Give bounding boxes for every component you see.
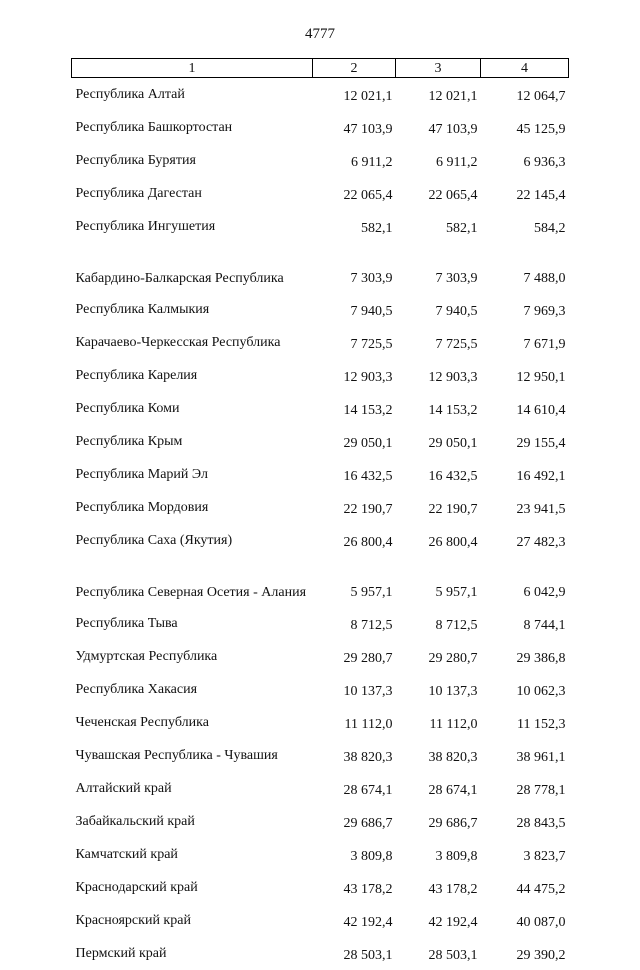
table-row — [72, 111, 569, 144]
table-row — [72, 458, 569, 491]
value-col-3: 42 192,4 — [396, 904, 481, 937]
table-row — [72, 293, 569, 326]
value-col-3: 7 303,9 — [396, 243, 481, 293]
value-col-2: 5 957,1 — [313, 557, 396, 607]
region-name: Республика Ингушетия — [72, 210, 313, 243]
table-row — [72, 937, 569, 970]
value-col-3: 11 112,0 — [396, 706, 481, 739]
region-name: Карачаево-Черкесская Республика — [72, 326, 313, 359]
value-col-4: 7 671,9 — [481, 326, 569, 359]
value-col-2: 582,1 — [313, 210, 396, 243]
table-header — [72, 59, 569, 78]
column-header-3: 3 — [396, 59, 481, 78]
region-name: Республика Тыва — [72, 607, 313, 640]
value-col-3: 3 809,8 — [396, 838, 481, 871]
value-col-2: 42 192,4 — [313, 904, 396, 937]
value-col-4: 29 386,8 — [481, 640, 569, 673]
value-col-3: 14 153,2 — [396, 392, 481, 425]
value-col-4: 10 062,3 — [481, 673, 569, 706]
table-row — [72, 177, 569, 210]
value-col-2: 14 153,2 — [313, 392, 396, 425]
region-name: Чеченская Республика — [72, 706, 313, 739]
value-col-2: 43 178,2 — [313, 871, 396, 904]
table-row — [72, 425, 569, 458]
value-col-4: 27 482,3 — [481, 524, 569, 557]
region-name: Республика Северная Осетия - Алания — [72, 557, 313, 607]
value-col-4: 16 492,1 — [481, 458, 569, 491]
value-col-2: 22 190,7 — [313, 491, 396, 524]
regions-table — [71, 58, 569, 970]
value-col-4: 23 941,5 — [481, 491, 569, 524]
value-col-4: 6 936,3 — [481, 144, 569, 177]
table-row — [72, 871, 569, 904]
value-col-2: 29 050,1 — [313, 425, 396, 458]
value-col-2: 7 303,9 — [313, 243, 396, 293]
region-name: Республика Саха (Якутия) — [72, 524, 313, 557]
region-name: Камчатский край — [72, 838, 313, 871]
table-row — [72, 673, 569, 706]
table-row — [72, 706, 569, 739]
value-col-2: 47 103,9 — [313, 111, 396, 144]
region-name: Краснодарский край — [72, 871, 313, 904]
value-col-4: 22 145,4 — [481, 177, 569, 210]
region-name: Республика Башкортостан — [72, 111, 313, 144]
table-row — [72, 78, 569, 112]
region-name: Красноярский край — [72, 904, 313, 937]
value-col-4: 3 823,7 — [481, 838, 569, 871]
region-name: Республика Карелия — [72, 359, 313, 392]
region-name: Республика Алтай — [72, 78, 313, 112]
value-col-3: 29 686,7 — [396, 805, 481, 838]
value-col-2: 22 065,4 — [313, 177, 396, 210]
region-name: Удмуртская Республика — [72, 640, 313, 673]
value-col-4: 29 155,4 — [481, 425, 569, 458]
value-col-4: 6 042,9 — [481, 557, 569, 607]
table-row — [72, 144, 569, 177]
value-col-3: 8 712,5 — [396, 607, 481, 640]
value-col-3: 16 432,5 — [396, 458, 481, 491]
table-row — [72, 772, 569, 805]
value-col-4: 12 950,1 — [481, 359, 569, 392]
table-row — [72, 491, 569, 524]
value-col-3: 10 137,3 — [396, 673, 481, 706]
region-name: Республика Калмыкия — [72, 293, 313, 326]
value-col-4: 11 152,3 — [481, 706, 569, 739]
value-col-3: 22 190,7 — [396, 491, 481, 524]
value-col-3: 47 103,9 — [396, 111, 481, 144]
value-col-4: 8 744,1 — [481, 607, 569, 640]
region-name: Пермский край — [72, 937, 313, 970]
value-col-2: 16 432,5 — [313, 458, 396, 491]
table-row — [72, 640, 569, 673]
region-name: Республика Марий Эл — [72, 458, 313, 491]
value-col-4: 45 125,9 — [481, 111, 569, 144]
value-col-2: 28 674,1 — [313, 772, 396, 805]
page-number: 4777 — [0, 26, 640, 43]
value-col-3: 7 725,5 — [396, 326, 481, 359]
table-row — [72, 904, 569, 937]
region-name: Алтайский край — [72, 772, 313, 805]
value-col-2: 10 137,3 — [313, 673, 396, 706]
value-col-3: 5 957,1 — [396, 557, 481, 607]
table-row — [72, 243, 569, 293]
value-col-2: 3 809,8 — [313, 838, 396, 871]
value-col-3: 582,1 — [396, 210, 481, 243]
value-col-3: 38 820,3 — [396, 739, 481, 772]
value-col-3: 22 065,4 — [396, 177, 481, 210]
value-col-4: 584,2 — [481, 210, 569, 243]
table-row — [72, 524, 569, 557]
region-name: Республика Бурятия — [72, 144, 313, 177]
value-col-3: 26 800,4 — [396, 524, 481, 557]
value-col-4: 28 843,5 — [481, 805, 569, 838]
table-row — [72, 392, 569, 425]
value-col-3: 12 903,3 — [396, 359, 481, 392]
value-col-4: 44 475,2 — [481, 871, 569, 904]
table-row — [72, 739, 569, 772]
value-col-2: 29 686,7 — [313, 805, 396, 838]
value-col-2: 12 903,3 — [313, 359, 396, 392]
value-col-3: 7 940,5 — [396, 293, 481, 326]
value-col-2: 12 021,1 — [313, 78, 396, 112]
value-col-2: 29 280,7 — [313, 640, 396, 673]
region-name: Республика Крым — [72, 425, 313, 458]
table-row — [72, 557, 569, 607]
value-col-3: 28 674,1 — [396, 772, 481, 805]
value-col-4: 14 610,4 — [481, 392, 569, 425]
table-row — [72, 210, 569, 243]
value-col-4: 7 488,0 — [481, 243, 569, 293]
table-body — [72, 78, 569, 970]
table-row — [72, 326, 569, 359]
value-col-3: 28 503,1 — [396, 937, 481, 970]
value-col-3: 43 178,2 — [396, 871, 481, 904]
value-col-3: 6 911,2 — [396, 144, 481, 177]
value-col-2: 11 112,0 — [313, 706, 396, 739]
value-col-3: 29 280,7 — [396, 640, 481, 673]
column-header-2: 2 — [313, 59, 396, 78]
region-name: Республика Хакасия — [72, 673, 313, 706]
value-col-2: 7 725,5 — [313, 326, 396, 359]
value-col-4: 28 778,1 — [481, 772, 569, 805]
column-header-4: 4 — [481, 59, 569, 78]
region-name: Республика Дагестан — [72, 177, 313, 210]
value-col-3: 29 050,1 — [396, 425, 481, 458]
region-name: Республика Мордовия — [72, 491, 313, 524]
value-col-2: 6 911,2 — [313, 144, 396, 177]
value-col-2: 8 712,5 — [313, 607, 396, 640]
table-row — [72, 805, 569, 838]
region-name: Чувашская Республика - Чувашия — [72, 739, 313, 772]
table-row — [72, 359, 569, 392]
value-col-2: 38 820,3 — [313, 739, 396, 772]
region-name: Республика Коми — [72, 392, 313, 425]
value-col-3: 12 021,1 — [396, 78, 481, 112]
value-col-4: 12 064,7 — [481, 78, 569, 112]
value-col-2: 26 800,4 — [313, 524, 396, 557]
value-col-4: 7 969,3 — [481, 293, 569, 326]
value-col-4: 40 087,0 — [481, 904, 569, 937]
table-row — [72, 838, 569, 871]
value-col-4: 29 390,2 — [481, 937, 569, 970]
column-header-1: 1 — [72, 59, 313, 78]
value-col-2: 7 940,5 — [313, 293, 396, 326]
region-name: Кабардино-Балкарская Республика — [72, 243, 313, 293]
header-row — [72, 59, 569, 78]
region-name: Забайкальский край — [72, 805, 313, 838]
table-row — [72, 607, 569, 640]
value-col-2: 28 503,1 — [313, 937, 396, 970]
value-col-4: 38 961,1 — [481, 739, 569, 772]
